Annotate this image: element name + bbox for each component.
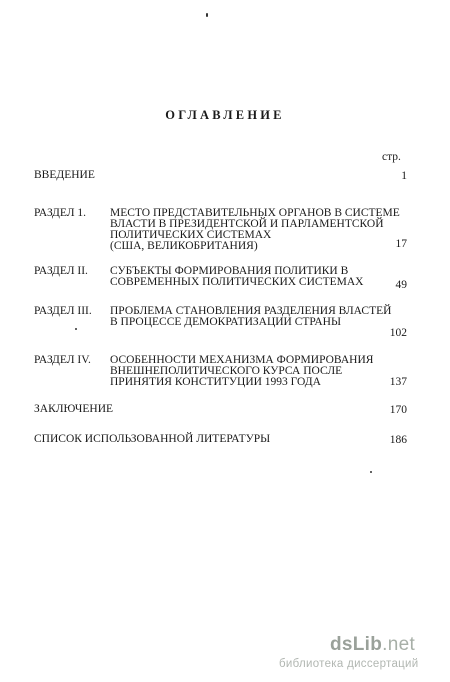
watermark-subtitle: библиотека диссертаций xyxy=(279,658,419,670)
toc-title-line: СУБЪЕКТЫ ФОРМИРОВАНИЯ ПОЛИТИКИ В xyxy=(110,265,349,277)
toc-title-line: В ПРОЦЕССЕ ДЕМОКРАТИЗАЦИИ СТРАНЫ xyxy=(110,316,341,328)
watermark-logo xyxy=(330,634,415,656)
toc-section-title xyxy=(110,266,363,288)
toc-title-line: СОВРЕМЕННЫХ ПОЛИТИЧЕСКИХ СИСТЕМАХ xyxy=(110,276,364,288)
scan-speck xyxy=(370,471,372,473)
toc-section-title xyxy=(110,355,373,388)
toc-section-title xyxy=(110,306,391,328)
toc-section-label: РАЗДЕЛ III. xyxy=(34,305,92,317)
toc-section-label: РАЗДЕЛ IV. xyxy=(34,354,91,366)
toc-section-label: РАЗДЕЛ 1. xyxy=(34,207,87,219)
page-title: ОГЛАВЛЕНИЕ xyxy=(165,108,285,122)
toc-title-line: ВНЕШНЕПОЛИТИЧЕСКОГО КУРСА ПОСЛЕ xyxy=(110,365,343,377)
toc-section-title xyxy=(110,208,400,252)
watermark-logo-tld: .net xyxy=(382,634,416,655)
toc-title-line: (США, ВЕЛИКОБРИТАНИЯ) xyxy=(110,240,258,252)
scan-speck xyxy=(75,328,77,330)
toc-title-line: ОСОБЕННОСТИ МЕХАНИЗМА ФОРМИРОВАНИЯ xyxy=(110,354,374,366)
toc-title-line: ВЛАСТИ В ПРЕЗИДЕНТСКОЙ И ПАРЛАМЕНТСКОЙ xyxy=(110,218,384,230)
page-column-label: стр. xyxy=(382,151,401,163)
toc-entry-label: СПИСОК ИСПОЛЬЗОВАННОЙ ЛИТЕРАТУРЫ xyxy=(34,433,271,445)
toc-title-line: МЕСТО ПРЕДСТАВИТЕЛЬНЫХ ОРГАНОВ В СИСТЕМЕ xyxy=(110,207,400,219)
toc-title-line: ПОЛИТИЧЕСКИХ СИСТЕМАХ xyxy=(110,229,272,241)
toc-entry-page: 186 xyxy=(389,434,407,446)
toc-entry-page: 170 xyxy=(389,404,407,416)
toc-entry-page: 137 xyxy=(389,376,407,388)
toc-entry-page: 17 xyxy=(395,238,407,250)
toc-entry-page: 102 xyxy=(389,327,407,339)
toc-entry-page: 1 xyxy=(401,170,407,182)
toc-title-line: ПРИНЯТИЯ КОНСТИТУЦИИ 1993 ГОДА xyxy=(110,376,321,388)
toc-section-label: РАЗДЕЛ II. xyxy=(34,265,88,277)
toc-title-line: ПРОБЛЕМА СТАНОВЛЕНИЯ РАЗДЕЛЕНИЯ ВЛАСТЕЙ xyxy=(110,305,392,317)
watermark-logo-main: dsLib xyxy=(330,634,383,655)
scan-speck xyxy=(206,13,208,17)
toc-entry-page: 49 xyxy=(395,279,407,291)
toc-entry-label: ЗАКЛЮЧЕНИЕ xyxy=(34,403,114,415)
toc-entry-label: ВВЕДЕНИЕ xyxy=(34,169,95,181)
